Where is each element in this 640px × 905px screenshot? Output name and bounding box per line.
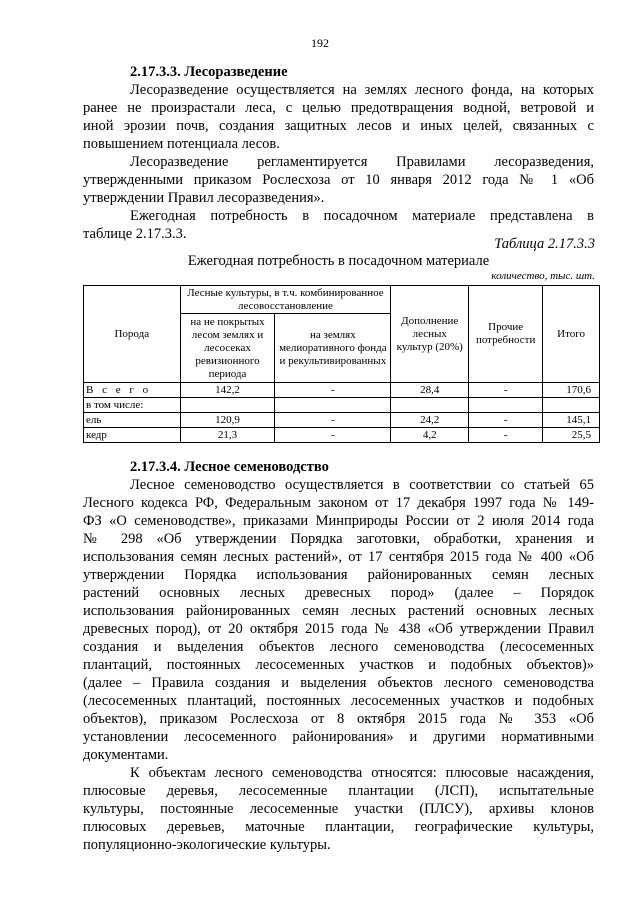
text-line: (далее – Правила создания и выделения объектов лесного семеноводства [83, 675, 594, 691]
cell-species: кедр [84, 428, 181, 443]
header-supplement: Дополнение лесных культур (20%) [391, 286, 469, 383]
paragraph-afforestation-rules [83, 153, 594, 207]
text-line: документами. [83, 747, 169, 763]
paragraph-seed-production-objects [83, 764, 594, 854]
cell-uncovered [180, 398, 275, 413]
cell-total: 145,1 [543, 413, 600, 428]
text-line: объектов), приказом Рослесхоза от 8 октября 2015 года № 353 «Об [83, 711, 594, 727]
cell-other: - [469, 413, 543, 428]
cell-other: - [469, 383, 543, 398]
text-line: Ежегодная потребность в посадочном материале представлена в [130, 208, 594, 224]
header-other-needs: Прочие потребности [469, 286, 543, 383]
header-species: Порода [84, 286, 181, 383]
text-line: плантаций, постоянных лесосеменных участков и подобных объектов)» [83, 657, 594, 673]
text-line: утвержденными приказом Рослесхоза от 10 января 2012 года № 1 «Об [83, 172, 594, 188]
cell-reclamation: - [275, 413, 391, 428]
text-line: ранее не произрастали леса, с целью предотвращения водной, ветровой и [83, 100, 594, 116]
cell-total [543, 398, 600, 413]
table-label: Таблица 2.17.3.3 [494, 236, 595, 252]
text-line: повышением потенциала лесов. [83, 136, 280, 152]
cell-other: - [469, 428, 543, 443]
text-line: создания и выделения объектов лесного семеноводства (лесосеменных [83, 639, 594, 655]
text-line: Лесного кодекса РФ, Федеральным законом от 17 декабря 1997 года № 149- [83, 495, 594, 511]
text-line: Лесное семеноводство осуществляется в соответствии со статьей 65 [130, 477, 594, 493]
text-line: иной эрозии почв, создания защитных лесов и иных целей, связанных с [83, 118, 594, 134]
section-heading-seed-production: 2.17.3.4. Лесное семеноводство [130, 459, 329, 475]
page-number: 192 [311, 36, 329, 50]
cell-supplement: 24,2 [391, 413, 469, 428]
cell-reclamation: - [275, 383, 391, 398]
cell-total: 170,6 [543, 383, 600, 398]
text-line: плюсовых деревьев, маточные плантации, географические культуры, [83, 819, 594, 835]
text-line: ФЗ «О семеноводстве», приказами Минприроды России от 2 июля 2014 года [83, 513, 594, 529]
text-line: Лесоразведение осуществляется на землях лесного фонда, на которых [130, 82, 594, 98]
cell-total: 25,5 [543, 428, 600, 443]
header-uncovered-lands: на не покрытых лесом землях и лесосеках ревизионного периода [180, 314, 275, 383]
header-reclamation-lands: на землях мелиоративного фонда и рекультивированных [275, 314, 391, 383]
text-line: растений основных лесных древесных пород» (далее – Порядок [83, 585, 594, 601]
cell-species: в том числе: [84, 398, 181, 413]
table-row [84, 398, 600, 413]
cell-species: ель [84, 413, 181, 428]
paragraph-seed-production-legal-basis [83, 476, 594, 764]
text-line: № 298 «Об утверждении Порядка заготовки, обработки, хранения и [83, 531, 594, 547]
text-line: установлении лесосеменного районирования» и другими нормативными [83, 729, 594, 745]
cell-uncovered: 142,2 [180, 383, 275, 398]
text-line: использования районированных семян лесных растений основных лесных [83, 603, 594, 619]
cell-supplement: 4,2 [391, 428, 469, 443]
table-row [84, 413, 600, 428]
text-line: плюсовые деревья, лесосеменные плантации (ЛСП), испытательные [83, 783, 594, 799]
paragraph-afforestation-definition [83, 81, 594, 153]
cell-reclamation [275, 398, 391, 413]
text-line: (лесосеменных плантаций, постоянных лесосеменных участков и подобных [83, 693, 594, 709]
text-line: популяционно-экологические культуры. [83, 837, 331, 853]
table-unit: количество, тыс. шт. [491, 270, 595, 282]
text-line: древесных пород), от 20 октября 2015 года № 438 «Об утверждении Правил [83, 621, 594, 637]
table-title: Ежегодная потребность в посадочном материале [187, 253, 490, 269]
text-line: К объектам лесного семеноводства относятся: плюсовые насаждения, [130, 765, 594, 781]
cell-reclamation: - [275, 428, 391, 443]
text-line: утверждении Правил лесоразведения». [83, 190, 325, 206]
cell-species: В с е г о [84, 383, 181, 398]
cell-uncovered: 21,3 [180, 428, 275, 443]
cell-supplement [391, 398, 469, 413]
cell-uncovered: 120,9 [180, 413, 275, 428]
section-heading-afforestation: 2.17.3.3. Лесоразведение [130, 64, 288, 80]
table-row [84, 428, 600, 443]
text-line: использования семян лесных растений», от 17 сентября 2015 года № 400 «Об [83, 549, 594, 565]
text-line: таблице 2.17.3.3. [83, 226, 187, 242]
cell-other [469, 398, 543, 413]
text-line: Лесоразведение регламентируется Правилами лесоразведения, [130, 154, 594, 170]
text-line: утверждении Порядка использования районированных семян лесных [83, 567, 594, 583]
table-row [84, 383, 600, 398]
text-line: культуры, постоянные лесосеменные участки (ПЛСУ), архивы клонов [83, 801, 594, 817]
header-total: Итого [543, 286, 600, 383]
planting-material-table [83, 285, 600, 443]
cell-supplement: 28,4 [391, 383, 469, 398]
header-forest-cultures: Лесные культуры, в т.ч. комбинированное лесовосстановление [180, 286, 391, 314]
